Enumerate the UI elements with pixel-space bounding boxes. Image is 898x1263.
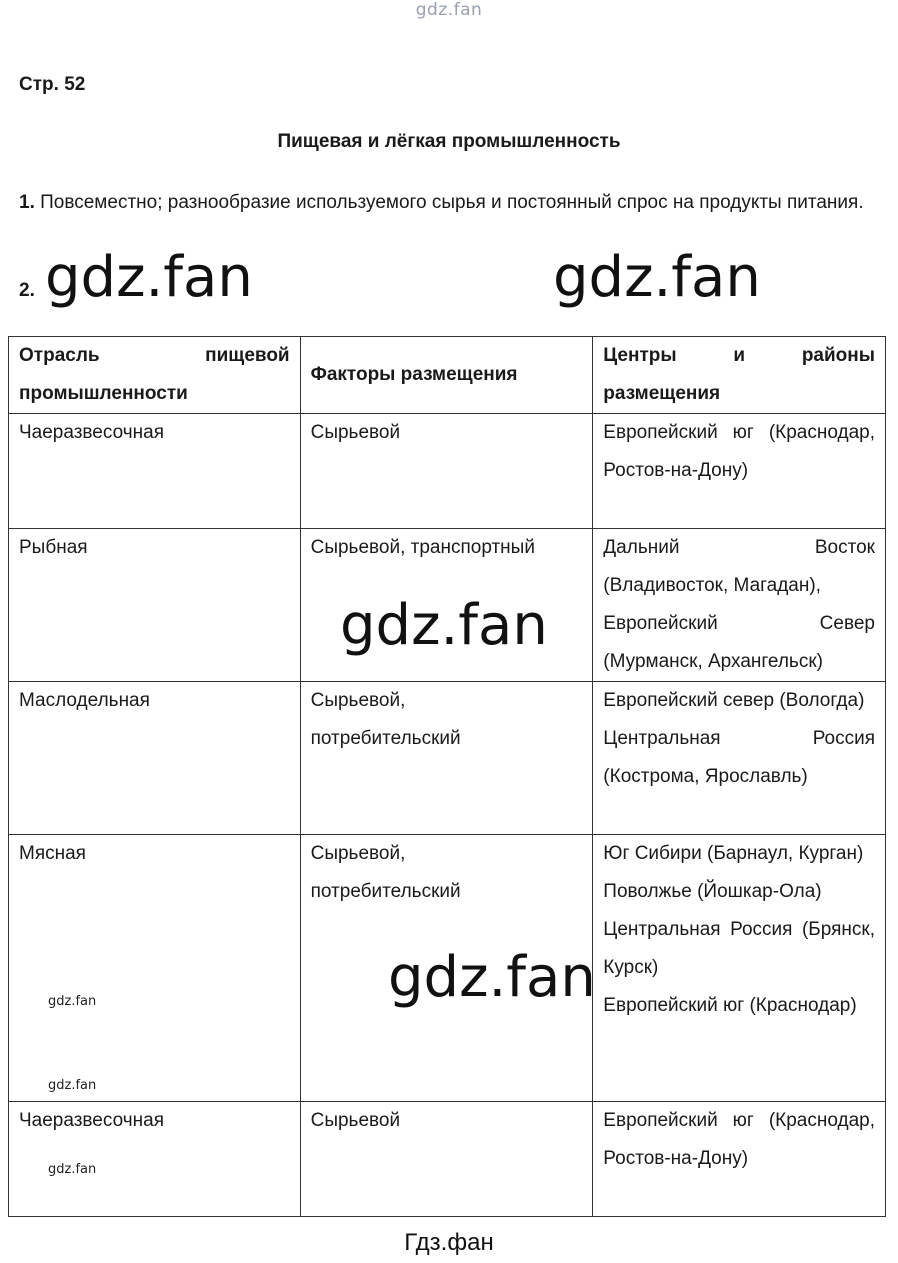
answer-1-text: Повсеместно; разнообразие используемого сырья и постоянный спрос на продукты питания. xyxy=(40,192,864,213)
cell-branch: Маслодельная xyxy=(9,682,301,835)
watermark-large: gdz.fan xyxy=(388,945,596,1010)
answer-1 xyxy=(19,184,876,222)
header-factors: Факторы размещения xyxy=(300,337,593,414)
cell-factors: Сырьевой, потребительский xyxy=(300,682,593,835)
watermark-small: gdz.fan xyxy=(48,1078,97,1093)
cell-branch: Мясная xyxy=(9,835,301,1102)
table-row xyxy=(9,682,886,835)
page-number: Стр. 52 xyxy=(19,74,86,95)
cell-factors: Сырьевой, потребительский xyxy=(300,835,593,1102)
watermark-small: gdz.fan xyxy=(48,1162,97,1177)
cell-branch: Чаеразвесочная xyxy=(9,414,301,529)
cell-branch: Чаеразвесочная xyxy=(9,1102,301,1217)
cell-centers: Европейский юг (Краснодар, Ростов-на-Дону) xyxy=(593,1102,886,1217)
footer-watermark: Гдз.фан xyxy=(404,1229,494,1256)
cell-factors: Сырьевой xyxy=(300,414,593,529)
watermark-large: gdz.fan xyxy=(45,245,253,310)
section-title: Пищевая и лёгкая промышленность xyxy=(277,131,621,152)
cell-centers: Юг Сибири (Барнаул, Курган) Поволжье (Йошкар-Ола) Центральная Россия (Брянск, Курск) Европейский юг (Краснодар) xyxy=(593,835,886,1102)
cell-centers: Дальний Восток (Владивосток, Магадан), Европейский Север (Мурманск, Архангельск) xyxy=(593,529,886,682)
header-centers: Центры и районы размещения xyxy=(593,337,886,414)
answer-1-number: 1. xyxy=(19,192,35,213)
industry-table xyxy=(8,336,886,1217)
watermark-large: gdz.fan xyxy=(553,245,761,310)
watermark-large: gdz.fan xyxy=(340,593,548,658)
answer-2-number: 2. xyxy=(19,280,35,301)
watermark-small: gdz.fan xyxy=(48,994,97,1009)
cell-centers: Европейский север (Вологда) Центральная Россия (Кострома, Ярославль) xyxy=(593,682,886,835)
cell-branch: Рыбная xyxy=(9,529,301,682)
table-row xyxy=(9,414,886,529)
cell-centers: Европейский юг (Краснодар, Ростов-на-Дону) xyxy=(593,414,886,529)
header-branch: Отрасль пищевой промышленности xyxy=(9,337,301,414)
watermark-top: gdz.fan xyxy=(415,0,483,20)
table-header-row xyxy=(9,337,886,414)
table-row xyxy=(9,1102,886,1217)
cell-factors: Сырьевой, транспортный xyxy=(300,529,593,682)
cell-factors: Сырьевой xyxy=(300,1102,593,1217)
